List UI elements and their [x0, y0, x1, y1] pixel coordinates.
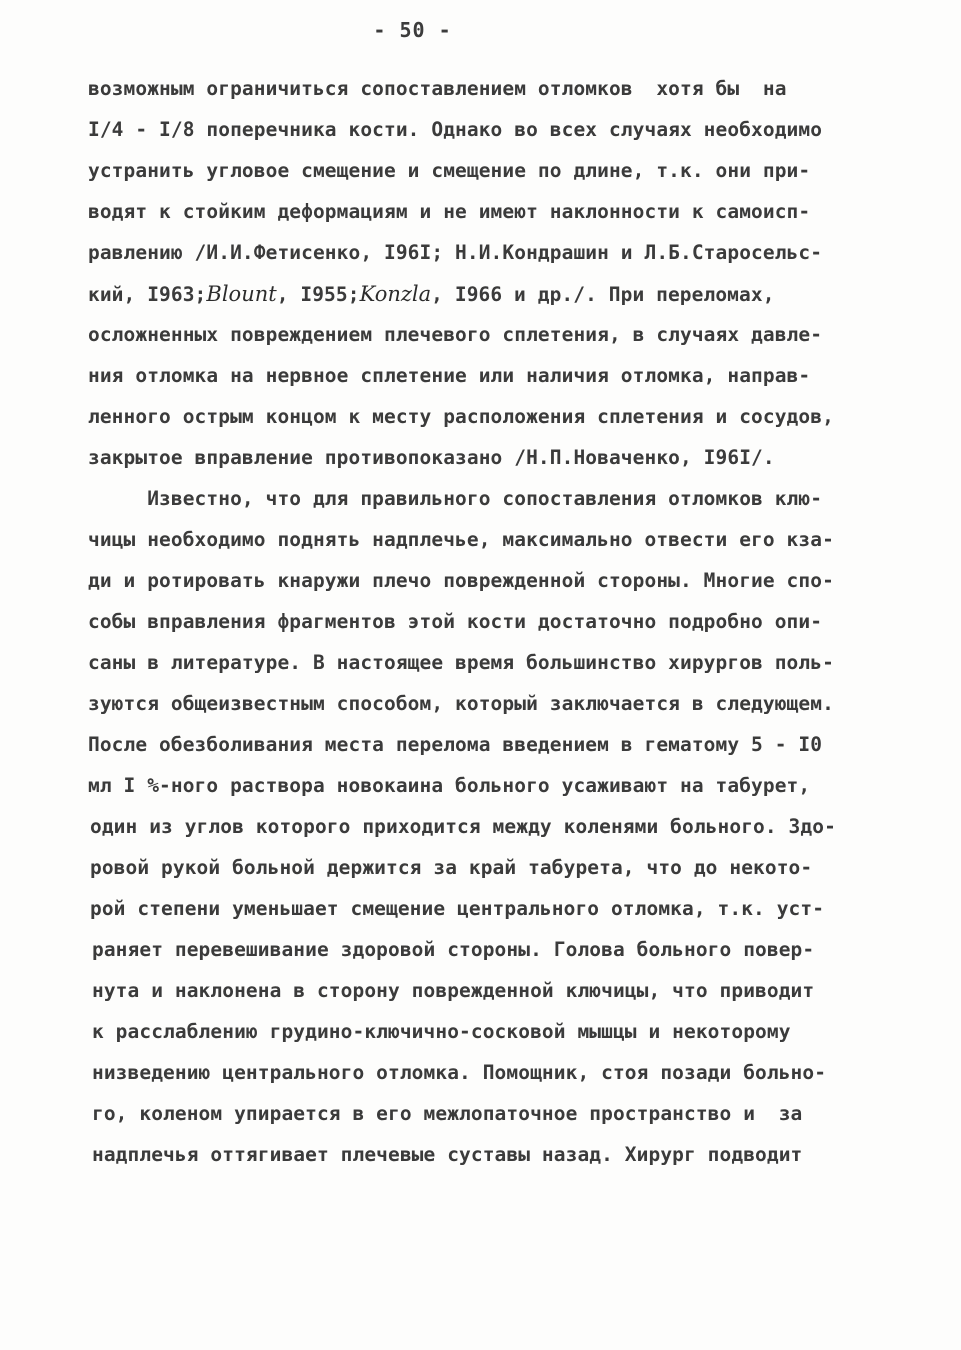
text-line: нута и наклонена в сторону поврежденной ключицы, что приводит: [92, 979, 815, 1002]
text-line: мл I %-ного раствора новокаина больного усаживают на табурет,: [88, 774, 811, 797]
text-line: ди и ротировать кнаружи плечо поврежденной стороны. Многие спо-: [88, 569, 834, 592]
text-line: низведению центрального отломка. Помощник, стоя позади больно-: [92, 1061, 827, 1084]
text-segment: , I955;: [276, 283, 360, 306]
text-segment: кий, I963;: [88, 283, 207, 306]
text-line: зуются общеизвестным способом, который заключается в следующем.: [88, 692, 834, 715]
text-line: один из углов которого приходится между коленями больного. Здо-: [90, 815, 836, 838]
text-line-with-handwritten-names: [88, 279, 775, 309]
text-line: закрытое вправление противопоказано /Н.П.Новаченко, I96I/.: [88, 446, 775, 469]
text-line: равлению /И.И.Фетисенко, I96I; Н.И.Кондрашин и Л.Б.Старосельс-: [88, 241, 823, 264]
text-line: к расслаблению грудино-ключично-сосковой мышцы и некоторому: [92, 1020, 791, 1043]
text-line: I/4 - I/8 поперечника кости. Однако во всех случаях необходимо: [88, 118, 823, 141]
text-line: собы вправления фрагментов этой кости достаточно подробно опи-: [88, 610, 823, 633]
handwritten-author-name: Blount: [206, 282, 277, 306]
text-line: ленного острым концом к месту расположения сплетения и сосудов,: [88, 405, 834, 428]
text-line: ния отломка на нервное сплетение или наличия отломка, направ-: [88, 364, 811, 387]
text-line: надплечья оттягивает плечевые суставы назад. Хирург подводит: [92, 1143, 803, 1166]
text-line: рой степени уменьшает смещение центрального отломка, т.к. уст-: [90, 897, 825, 920]
text-line: После обезболивания места перелома введением в гематому 5 - I0: [88, 733, 823, 756]
text-line: Известно, что для правильного сопоставления отломков клю-: [88, 487, 823, 510]
text-line: саны в литературе. В настоящее время большинство хирургов поль-: [88, 651, 834, 674]
handwritten-author-name: Konzla: [359, 282, 432, 306]
text-segment: , I966 и др./. При переломах,: [431, 283, 775, 306]
page-number: - 50 -: [373, 18, 452, 42]
text-line: возможным ограничиться сопоставлением отломков хотя бы на: [88, 77, 787, 100]
text-line: осложненных повреждением плечевого сплетения, в случаях давле-: [88, 323, 823, 346]
text-line: го, коленом упирается в его межлопаточное пространство и за: [92, 1102, 803, 1125]
text-line: ровой рукой больной держится за край табурета, что до некото-: [90, 856, 813, 879]
text-line: чицы необходимо поднять надплечье, максимально отвести его кза-: [88, 528, 834, 551]
text-line: устранить угловое смещение и смещение по длине, т.к. они при-: [88, 159, 811, 182]
text-line: водят к стойким деформациям и не имеют наклонности к самоисп-: [88, 200, 811, 223]
text-line: раняет перевешивание здоровой стороны. Голова больного повер-: [92, 938, 815, 961]
